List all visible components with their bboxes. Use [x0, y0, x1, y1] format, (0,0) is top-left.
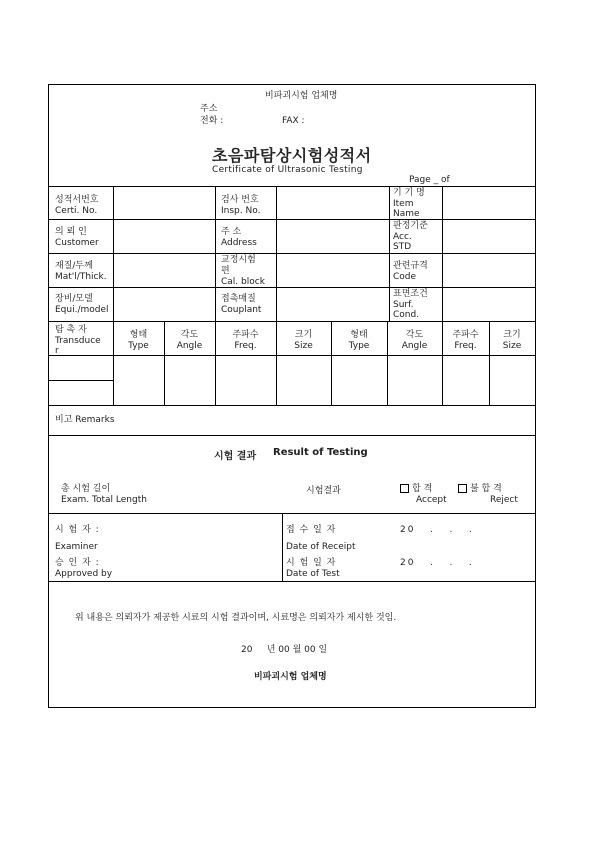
- divider: [49, 513, 535, 514]
- divider: [49, 287, 535, 288]
- cert-no-label-en: Certi. No.: [55, 206, 98, 216]
- checkbox-icon: [458, 484, 467, 493]
- examiner-label-ko: 시 험 자 :: [55, 525, 100, 535]
- checkbox-icon: [400, 484, 409, 493]
- transducer-label-en1: Transduce: [55, 336, 101, 346]
- divider: [49, 435, 535, 436]
- col-angle2-en: Angle: [401, 341, 428, 351]
- material-label-en: Mat'l/Thick.: [55, 272, 107, 282]
- item-name-label-en2: Name: [393, 209, 420, 219]
- surf-cond-label-en2: Cond.: [393, 310, 420, 320]
- divider: [276, 186, 277, 321]
- address-label: 주소: [200, 104, 218, 114]
- test-date-label-ko: 시 험 일 자: [286, 558, 337, 568]
- statement-text: 위 내용은 의뢰자가 제공한 시료의 시험 결과이며, 시료명은 의뢰자가 제시한 것임.: [75, 613, 397, 623]
- col-type2-ko: 형태: [350, 330, 368, 340]
- transducer-label-ko: 탐 촉 자: [55, 325, 87, 335]
- col-freq-en: Freq.: [234, 341, 257, 351]
- cal-block-label-ko1: 교정시험: [221, 255, 256, 265]
- reject-label-en: Reject: [490, 495, 518, 505]
- divider: [442, 186, 443, 321]
- examiner-label-en: Examiner: [55, 542, 98, 552]
- col-angle-ko: 각도: [180, 330, 199, 340]
- equip-label-en: Equi./model: [55, 305, 109, 315]
- address-field-label-en: Address: [221, 238, 257, 248]
- accept-label-en: Accept: [416, 495, 447, 505]
- col-size-en: Size: [294, 341, 313, 351]
- col-freq2-en: Freq.: [454, 341, 477, 351]
- divider: [49, 581, 535, 582]
- receipt-date-label-en: Date of Receipt: [286, 542, 356, 552]
- col-size-ko: 크기: [294, 330, 313, 340]
- test-result-label: 시험결과: [306, 486, 341, 496]
- couplant-label-ko: 접촉매질: [221, 294, 256, 304]
- code-label-ko: 관련규격: [393, 261, 428, 271]
- material-label-ko: 재질/두께: [55, 261, 93, 271]
- test-date-label-en: Date of Test: [286, 569, 340, 579]
- equip-label-ko: 장비/모델: [55, 294, 93, 304]
- receipt-date-value[interactable]: 20 . . .: [400, 525, 474, 535]
- divider: [49, 219, 535, 220]
- remarks-label: 비고 Remarks: [55, 415, 115, 425]
- surf-cond-label-en1: Surf.: [393, 300, 414, 310]
- divider: [49, 380, 113, 381]
- reject-checkbox[interactable]: 불 합 격: [458, 484, 502, 494]
- surf-cond-label-ko: 표면조건: [393, 289, 428, 299]
- title-english: Certificate of Ultrasonic Testing: [212, 165, 363, 175]
- col-type2-en: Type: [348, 341, 370, 351]
- divider: [113, 355, 535, 356]
- col-freq-ko: 주파수: [232, 330, 259, 340]
- acc-std-label-en2: STD: [393, 242, 412, 252]
- divider: [49, 321, 535, 322]
- divider: [113, 186, 114, 321]
- total-length-label-ko: 총 시험 길이: [61, 484, 111, 494]
- insp-no-label-en: Insp. No.: [221, 206, 261, 216]
- issue-date: 20 년 00 월 00 일: [241, 645, 328, 655]
- total-length-label-en: Exam. Total Length: [61, 495, 147, 505]
- customer-label-en: Customer: [55, 238, 99, 248]
- col-type-ko: 형태: [129, 330, 148, 340]
- col-freq2-ko: 주파수: [452, 330, 479, 340]
- cert-no-label-ko: 성적서번호: [55, 195, 99, 205]
- fax-label: FAX :: [282, 116, 305, 126]
- item-name-label-ko: 기 기 명: [393, 188, 425, 198]
- certificate-form: [48, 84, 536, 708]
- insp-no-label-ko: 검사 번호: [221, 195, 259, 205]
- col-size2-ko: 크기: [503, 330, 521, 340]
- footer-company-name: 비파괴시험 업체명: [254, 672, 327, 682]
- divider: [49, 186, 535, 187]
- cal-block-label-ko2: 편: [221, 266, 230, 276]
- title-korean: 초음파탐상시험성적서: [212, 146, 372, 165]
- col-angle2-ko: 각도: [405, 330, 424, 340]
- acc-std-label-en1: Acc.: [393, 232, 412, 242]
- accept-checkbox[interactable]: 합 격: [400, 484, 432, 494]
- col-angle-en: Angle: [176, 341, 203, 351]
- divider: [49, 253, 535, 254]
- approved-label-ko: 승 인 자 :: [55, 558, 100, 568]
- customer-label-ko: 의 뢰 인: [55, 227, 87, 237]
- couplant-label-en: Couplant: [221, 305, 262, 315]
- col-size2-en: Size: [502, 341, 522, 351]
- cal-block-label-en: Cal. block: [221, 277, 265, 287]
- results-heading-ko: 시험 결과: [214, 451, 257, 462]
- acc-std-label-ko: 판정기준: [393, 221, 428, 231]
- col-type-en: Type: [128, 341, 149, 351]
- test-date-value[interactable]: 20 . . .: [400, 558, 474, 568]
- approved-label-en: Approved by: [55, 569, 113, 579]
- code-label-en: Code: [393, 272, 417, 282]
- divider: [389, 186, 390, 321]
- divider: [282, 513, 283, 581]
- item-name-label-en1: Item: [393, 199, 414, 209]
- phone-label: 전화 :: [200, 116, 224, 126]
- receipt-date-label-ko: 접 수 일 자: [286, 525, 337, 535]
- divider: [215, 186, 216, 321]
- divider: [49, 405, 535, 406]
- address-field-label-ko: 주 소: [221, 227, 242, 237]
- company-name: 비파괴시험 업체명: [265, 91, 338, 101]
- page-number: Page _ of: [409, 175, 450, 185]
- transducer-label-en2: r: [55, 346, 59, 356]
- results-heading-en: Result of Testing: [273, 447, 368, 458]
